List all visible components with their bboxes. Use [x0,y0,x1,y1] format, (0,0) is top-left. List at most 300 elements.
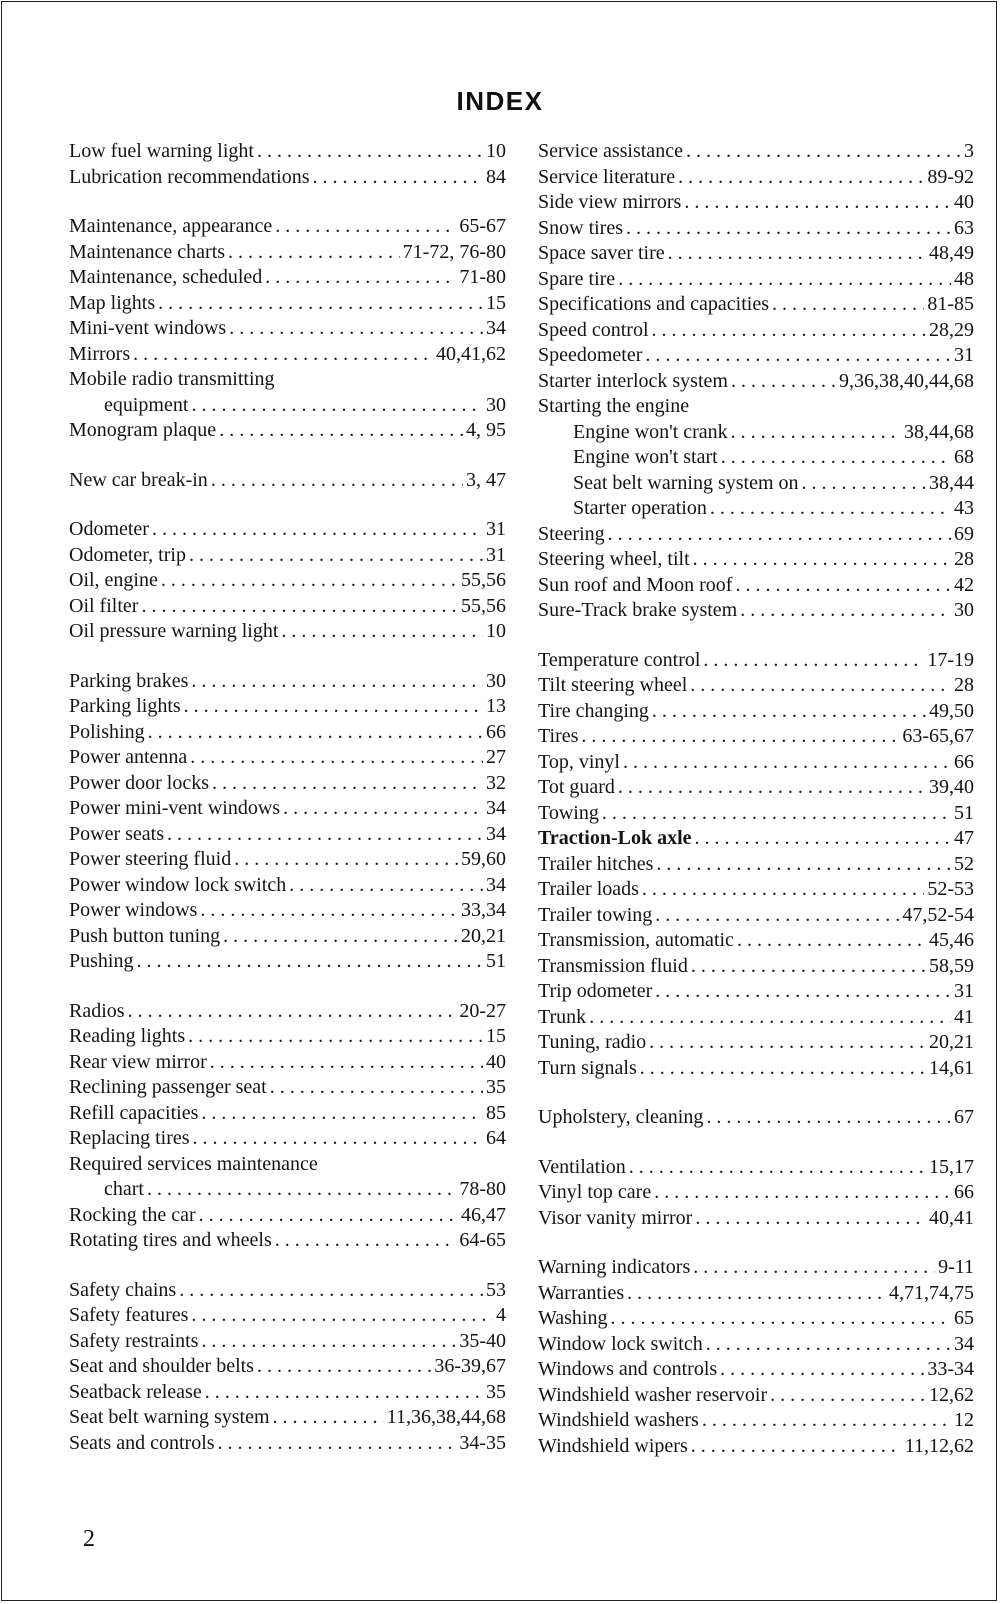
index-term: Window lock switch [538,1332,703,1355]
index-pages: 64 [486,1127,506,1149]
dot-leader [702,1408,951,1434]
index-term: Safety restraints [69,1329,199,1352]
index-term: Low fuel warning light [69,140,254,162]
index-term: Side view mirrors [538,191,682,213]
index-entry [69,669,506,695]
index-term: Transmission, automatic [538,929,734,951]
index-entry [69,1278,506,1304]
index-entry [69,847,506,873]
index-pages: 55,56 [461,569,506,591]
index-entry [538,1155,974,1181]
index-entry [69,214,506,240]
index-pages: 52 [954,852,974,875]
index-entry [69,1024,506,1050]
index-heading [538,394,974,420]
index-entry [69,568,506,594]
index-pages: 85 [486,1101,506,1124]
dot-leader [199,1203,458,1229]
page-title: INDEX [456,86,544,116]
dot-leader [191,669,483,695]
index-term: Warranties [538,1281,625,1304]
dot-leader [275,214,456,240]
index-term: Windows and controls [538,1358,718,1380]
index-pages: 35 [486,1076,506,1098]
index-entry [538,852,974,878]
index-entry [538,1281,974,1307]
index-term: Vinyl top care [538,1181,652,1203]
dot-leader [652,699,926,725]
index-entry [538,648,974,674]
index-entry [538,1255,974,1281]
index-entry [69,291,506,317]
section-gap [69,1254,506,1278]
dot-leader [210,1050,483,1076]
index-pages: 13 [486,695,506,717]
dot-leader [201,1329,456,1355]
index-term: Starter operation [573,497,707,519]
index-entry [69,240,506,266]
index-pages: 20,21 [461,924,506,947]
index-entry [69,1303,506,1329]
index-entry [538,547,974,573]
index-term: Warning indicators [538,1256,691,1278]
index-pages: 30 [954,599,974,621]
index-pages: 52-53 [927,878,974,900]
dot-leader [684,190,951,216]
dot-leader [161,568,458,594]
index-entry [69,543,506,569]
index-term: Tires [538,725,579,747]
index-pages: 20,21 [929,1031,974,1053]
index-pages: 89-92 [927,165,974,188]
index-term: Starting the engine [538,395,690,417]
index-entry [538,979,974,1005]
index-term: Oil, engine [69,569,158,591]
index-entry [69,873,506,899]
dot-leader [133,342,433,368]
index-pages: 12 [954,1409,974,1431]
dot-leader [656,852,951,878]
index-pages: 69 [954,522,974,545]
index-entry [538,1206,974,1232]
index-term: Tuning, radio [538,1031,647,1053]
index-entry [69,1203,506,1229]
dot-leader [618,775,926,801]
dot-leader [581,724,899,750]
dot-leader [228,240,400,266]
index-term: Upholstery, cleaning [538,1106,704,1128]
index-term: Rotating tires and wheels [69,1229,272,1251]
index-entry [69,1380,506,1406]
index-entry [69,1228,506,1254]
dot-leader [695,826,951,852]
index-pages: 4 [496,1304,506,1326]
dot-leader [211,468,463,494]
dot-leader [219,418,463,444]
index-term: Power seats [69,822,164,845]
index-term: Power windows [69,899,198,921]
index-pages: 71-80 [459,266,506,288]
index-entry [69,1177,506,1203]
index-term: Parking brakes [69,669,189,692]
index-entry [69,517,506,543]
section-gap [538,1081,974,1105]
section-gap [69,444,506,468]
index-pages: 34 [486,797,506,819]
index-pages: 17-19 [927,648,974,671]
dot-leader [678,165,924,191]
index-term: Tire changing [538,699,649,722]
index-term: Map lights [69,291,156,314]
index-entry [538,190,974,216]
index-term: Temperature control [538,648,701,671]
index-pages: 10 [486,620,506,642]
section-gap [69,975,506,999]
index-pages: 33-34 [927,1358,974,1380]
index-term: Maintenance, scheduled [69,266,263,288]
index-term: Speedometer [538,344,643,366]
section-gap [69,493,506,517]
index-term: Reclining passenger seat [69,1076,267,1098]
index-term: Steering [538,522,605,545]
index-pages: 53 [486,1278,506,1301]
index-entry [538,928,974,954]
index-pages: 39,40 [929,776,974,798]
dot-leader [655,979,951,1005]
dot-leader [737,928,926,954]
index-entry [69,1126,506,1152]
index-pages: 45,46 [929,929,974,951]
index-pages: 28 [954,548,974,570]
index-heading [69,367,506,393]
index-term: Mobile radio transmitting [69,368,275,390]
index-entry [538,267,974,293]
index-term: Seat belt warning system on [573,471,799,494]
index-pages: 68 [954,446,974,468]
index-term: Tilt steering wheel [538,674,688,696]
index-term: Monogram plaque [69,419,217,441]
dot-leader [642,877,924,903]
index-entry [69,924,506,950]
dot-leader [720,1357,924,1383]
index-term: Mirrors [69,342,131,365]
dot-leader [589,1005,951,1031]
index-pages: 49,50 [929,699,974,722]
index-entry [538,522,974,548]
dot-leader [191,1303,493,1329]
index-pages: 63-65,67 [902,725,974,747]
index-term: Mini-vent windows [69,317,227,339]
dot-leader [190,745,483,771]
index-pages: 65-67 [459,215,506,237]
dot-leader [693,1255,935,1281]
dot-leader [654,1180,951,1206]
index-entry [538,1180,974,1206]
index-term: Trailer loads [538,878,639,900]
dot-leader [179,1278,483,1304]
index-pages: 33,34 [461,899,506,921]
index-pages: 35 [486,1380,506,1403]
section-gap [538,1131,974,1155]
index-pages: 32 [486,771,506,794]
index-entry [538,903,974,929]
dot-leader [273,1405,384,1431]
index-term: Space saver tire [538,242,665,264]
index-pages: 14,61 [929,1056,974,1079]
dot-leader [710,496,951,522]
index-pages: 51 [954,801,974,824]
index-entry [538,826,974,852]
index-term: Safety features [69,1304,189,1326]
index-entry [538,801,974,827]
index-entry [538,420,974,446]
index-term: Speed control [538,318,649,341]
index-entry [538,471,974,497]
index-entry [69,1050,506,1076]
dot-leader [640,1056,926,1082]
index-pages: 31 [486,518,506,540]
index-entry [538,496,974,522]
index-pages: 46,47 [461,1203,506,1226]
index-entry [538,699,974,725]
index-pages: 31 [954,980,974,1002]
index-entry [69,999,506,1025]
index-entry [69,1354,506,1380]
page-number: 2 [83,1526,95,1552]
index-pages: 40,41,62 [436,342,506,365]
index-term: Specifications and capacities [538,293,770,315]
index-term: Engine won't crank [573,420,728,443]
index-entry [538,1332,974,1358]
dot-leader [281,619,483,645]
index-pages: 34 [486,822,506,845]
index-term: Rear view mirror [69,1050,207,1073]
dot-leader [686,139,961,165]
index-entry [538,673,974,699]
index-entry [538,292,974,318]
dot-leader [167,822,483,848]
index-pages: 48,49 [929,242,974,264]
index-entry [538,1105,974,1131]
index-term: Oil pressure warning light [69,620,279,642]
index-pages: 40 [486,1050,506,1073]
index-term: Visor vanity mirror [538,1206,693,1229]
dot-leader [158,291,483,317]
index-entry [538,1383,974,1409]
index-pages: 3 [964,140,974,162]
dot-leader [668,241,926,267]
index-entry [538,1357,974,1383]
index-pages: 42 [954,573,974,596]
index-pages: 58,59 [929,954,974,977]
index-pages: 65 [954,1307,974,1329]
dot-leader [141,594,458,620]
dot-leader [188,1024,483,1050]
index-term: Sun roof and Moon roof [538,573,733,596]
index-pages: 30 [486,669,506,692]
index-pages: 31 [486,543,506,566]
index-pages: 64-65 [459,1229,506,1251]
index-pages: 48 [954,267,974,290]
dot-leader [602,801,951,827]
index-term: Maintenance, appearance [69,215,273,237]
index-entry [538,573,974,599]
index-pages: 15,17 [929,1155,974,1178]
index-column-right [538,139,974,1459]
index-term: Trip odometer [538,980,653,1002]
index-term: Windshield washers [538,1409,699,1431]
index-entry [538,1030,974,1056]
dot-leader [189,543,483,569]
index-pages: 11,12,62 [904,1434,974,1457]
dot-leader [201,1101,483,1127]
index-entry [69,393,506,419]
index-term: Reading lights [69,1025,186,1047]
index-entry [69,822,506,848]
index-entry [69,342,506,368]
index-pages: 84 [486,165,506,188]
index-entry [69,1431,506,1457]
index-entry [69,720,506,746]
index-term: Push button tuning [69,924,221,947]
index-pages: 15 [486,1025,506,1047]
dot-leader [652,318,926,344]
section-gap [538,624,974,648]
index-entry [538,1408,974,1434]
index-entry [538,318,974,344]
dot-leader [289,873,483,899]
dot-leader [608,522,951,548]
index-term: Maintenance charts [69,240,226,263]
index-entry [69,1329,506,1355]
dot-leader [623,750,951,776]
dot-leader [731,420,901,446]
index-pages: 15 [486,291,506,314]
index-term: Power window lock switch [69,873,287,896]
dot-leader [229,316,483,342]
index-entry [69,418,506,444]
index-pages: 66 [954,750,974,773]
index-term: Ventilation [538,1155,626,1178]
index-pages: 31 [954,344,974,366]
dot-leader [611,1306,952,1332]
index-pages: 63 [954,216,974,239]
dot-leader [618,267,951,293]
index-pages: 34 [954,1332,974,1355]
index-entry [69,1075,506,1101]
index-term: Sure-Track brake system [538,599,738,621]
dot-leader [735,573,951,599]
index-pages: 41 [954,1005,974,1028]
index-entry [69,1101,506,1127]
index-pages: 40,41 [929,1206,974,1229]
dot-leader [136,949,483,975]
index-term: Engine won't start [573,446,718,468]
dot-leader [627,1281,886,1307]
index-entry [69,745,506,771]
index-entry [69,1405,506,1431]
index-pages: 20-27 [459,999,506,1022]
index-entry [538,1306,974,1332]
index-pages: 66 [954,1181,974,1203]
index-term: Radios [69,999,125,1022]
index-term: chart [104,1178,144,1200]
index-pages: 12,62 [929,1383,974,1406]
index-entry [538,1005,974,1031]
index-term: Windshield washer reservoir [538,1383,768,1406]
index-term: equipment [104,393,189,416]
index-term: Service literature [538,165,676,188]
index-entry [538,877,974,903]
index-term: Replacing tires [69,1127,190,1149]
dot-leader [770,1383,926,1409]
dot-leader [691,1434,902,1460]
index-entry [538,139,974,165]
index-term: Polishing [69,720,145,743]
index-entry [538,775,974,801]
index-term: Required services maintenance [69,1152,318,1175]
index-term: Tot guard [538,776,615,798]
index-term: Power steering fluid [69,848,232,870]
section-gap [538,1231,974,1255]
index-term: Power door locks [69,771,209,794]
index-entry [69,265,506,291]
dot-leader [265,265,456,291]
index-pages: 4,71,74,75 [889,1281,974,1304]
dot-leader [721,445,951,471]
index-term: Power mini-vent windows [69,797,281,819]
index-pages: 67 [954,1106,974,1128]
index-pages: 36-39,67 [434,1355,506,1377]
dot-leader [184,694,483,720]
dot-leader [693,547,951,573]
dot-leader [740,598,951,624]
section-gap [69,190,506,214]
index-entry [69,165,506,191]
index-term: Service assistance [538,140,683,162]
index-term: Windshield wipers [538,1434,688,1457]
index-entry [538,598,974,624]
index-term: New car break-in [69,468,208,491]
dot-leader [205,1380,483,1406]
index-pages: 28 [954,674,974,696]
dot-leader [275,1228,457,1254]
dot-leader [234,847,458,873]
index-term: Odometer [69,518,149,540]
dot-leader [147,1177,456,1203]
dot-leader [212,771,483,797]
dot-leader [645,343,951,369]
index-term: Odometer, trip [69,543,186,566]
index-entry [538,241,974,267]
index-entry [69,316,506,342]
index-pages: 81-85 [927,293,974,315]
index-pages: 28,29 [929,318,974,341]
index-term: Rocking the car [69,1203,196,1226]
dot-leader [218,1431,457,1457]
index-column-left [69,139,506,1456]
index-entry [538,1434,974,1460]
index-term: Turn signals [538,1056,637,1079]
index-entry [538,343,974,369]
index-entry [538,1056,974,1082]
index-pages: 38,44 [929,471,974,494]
index-term: Oil filter [69,594,139,617]
dot-leader [223,924,458,950]
index-term: Towing [538,801,599,824]
index-term: Lubrication recommendations [69,165,310,188]
index-term: Top, vinyl [538,750,620,773]
